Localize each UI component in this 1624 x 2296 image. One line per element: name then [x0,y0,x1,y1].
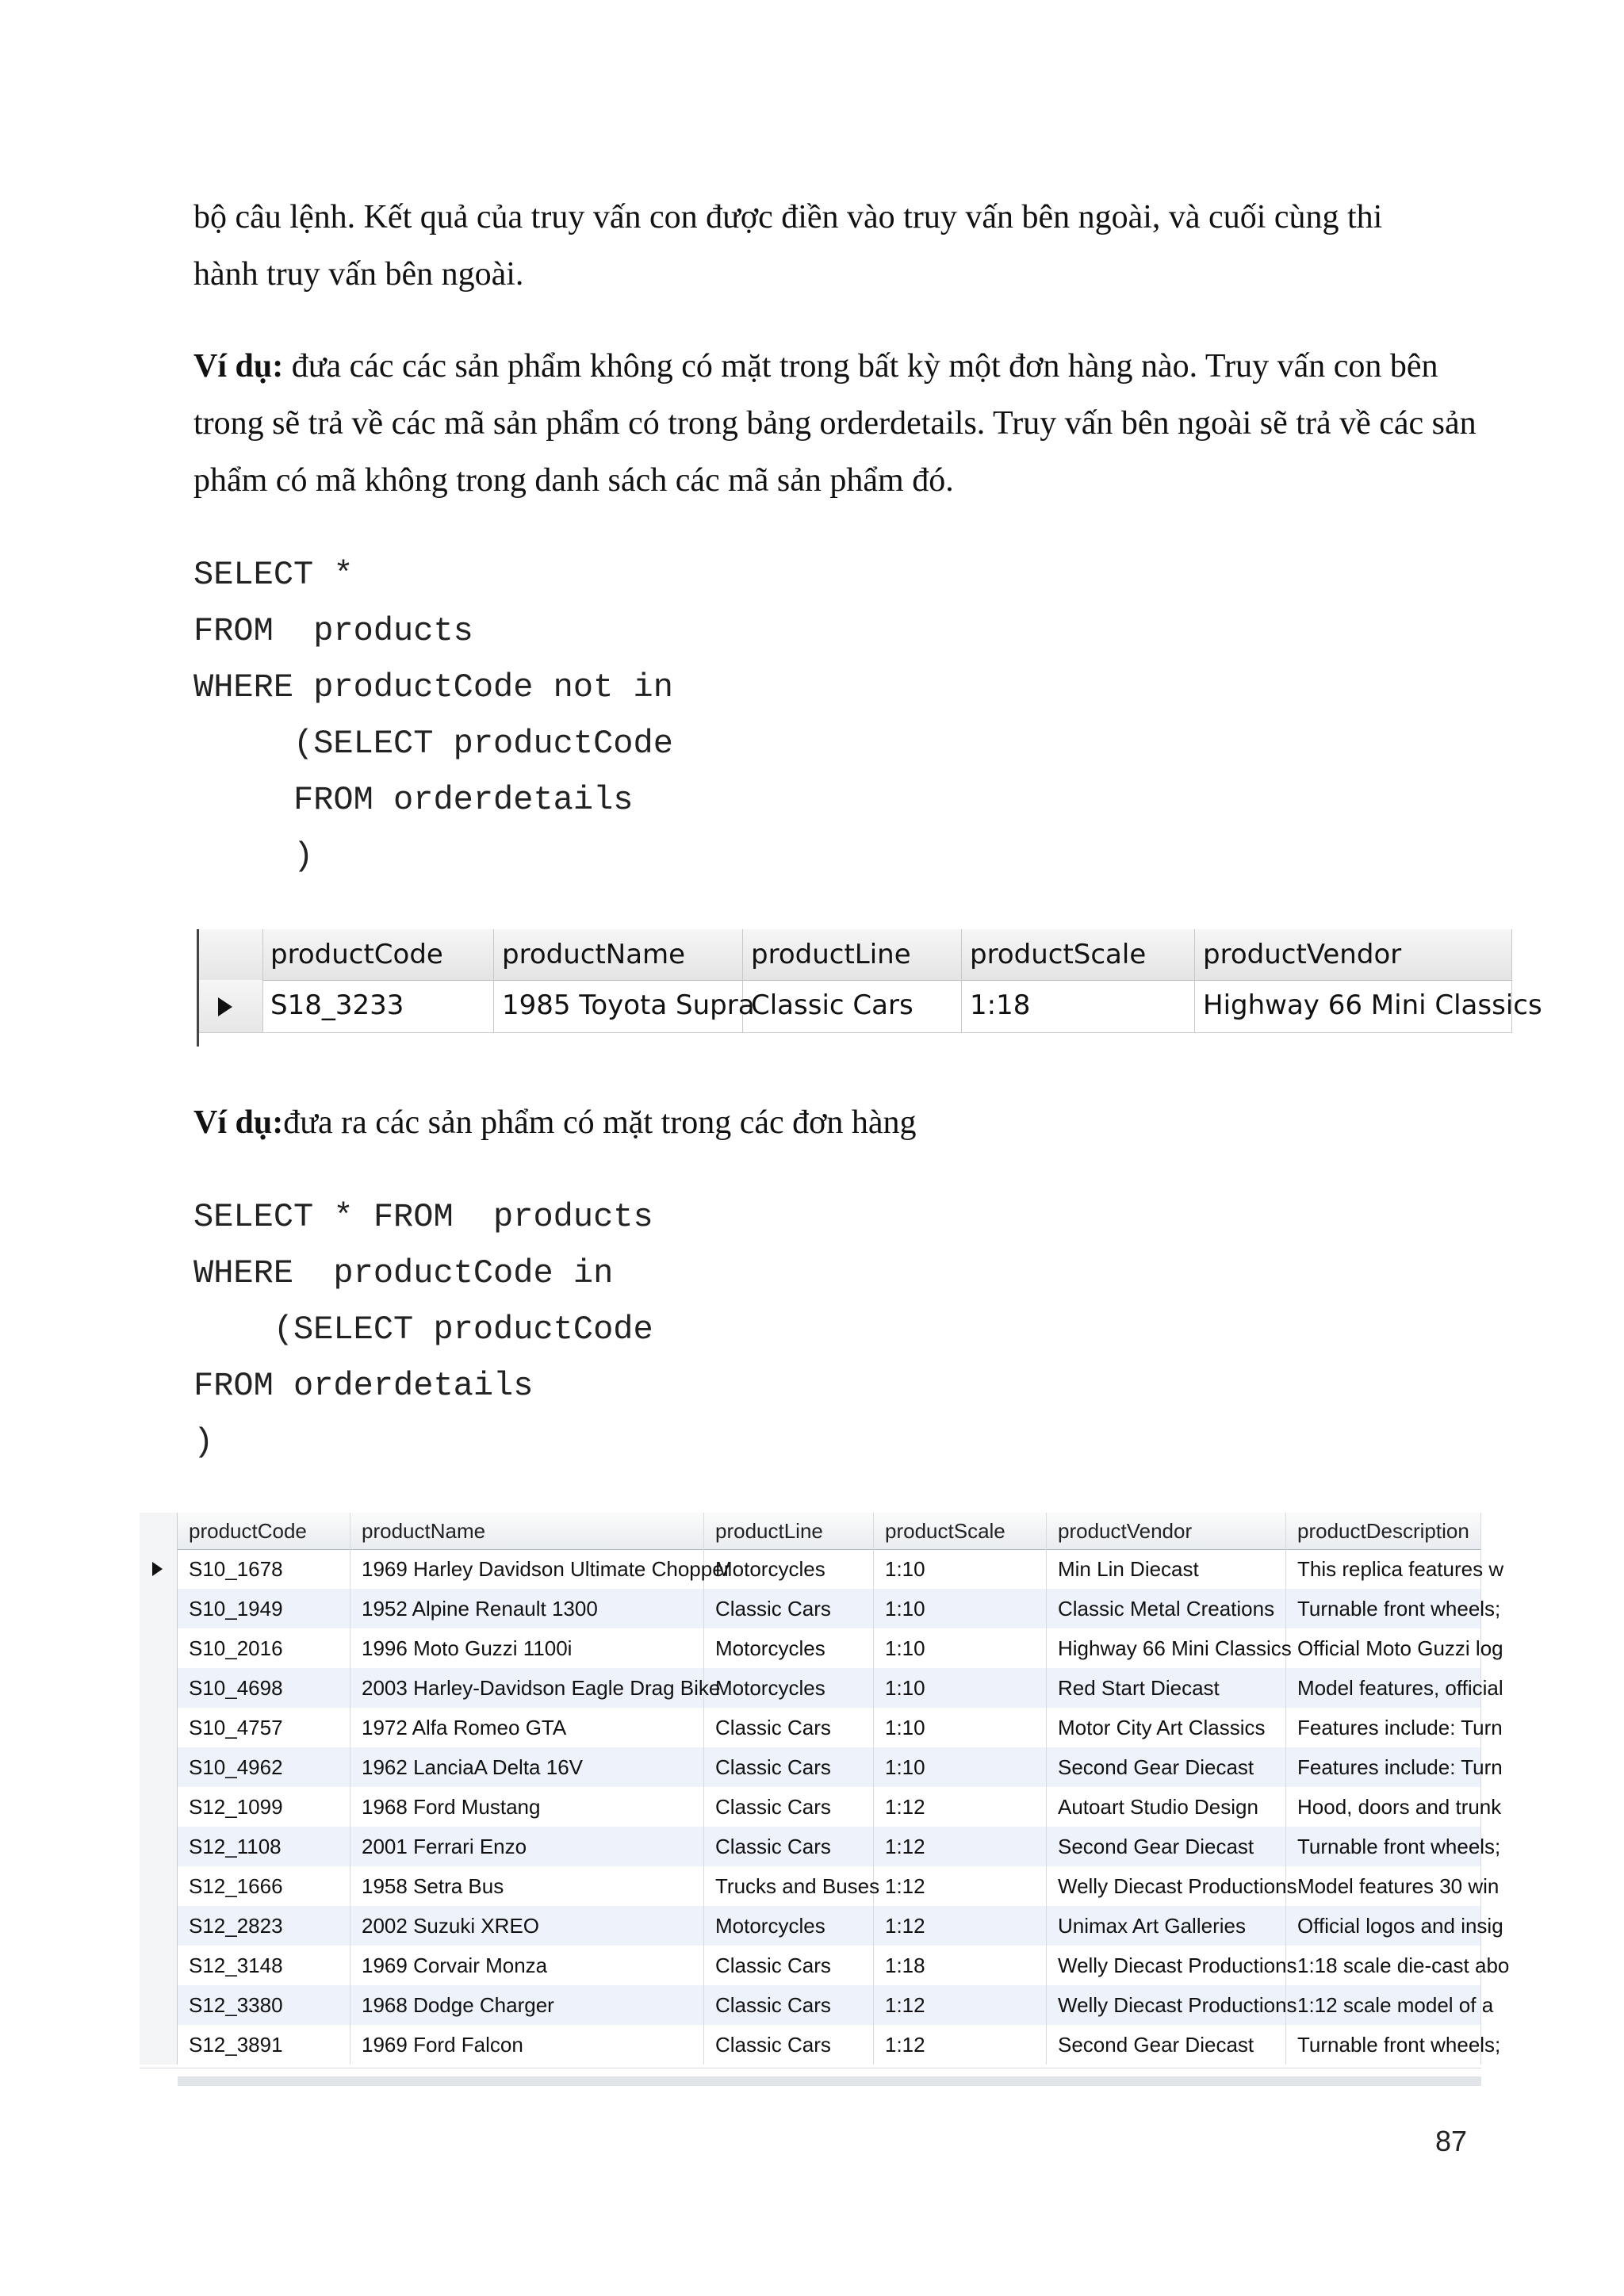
example-2-paragraph [193,1094,1478,1151]
table-cell[interactable]: S10_1678 [178,1549,350,1589]
table-cell[interactable]: Classic Cars [743,980,962,1032]
current-row-arrow-icon [152,1562,163,1576]
table-cell[interactable]: Official Moto Guzzi log [1286,1628,1481,1668]
example-1-label: Ví dụ: [193,348,284,385]
table-cell[interactable]: 1996 Moto Guzzi 1100i [350,1628,704,1668]
row-header-corner [140,1513,178,1549]
table-cell[interactable]: Turnable front wheels; [1286,2025,1481,2064]
table-cell[interactable]: Classic Cars [704,1946,874,1985]
table-cell[interactable]: Second Gear Diecast [1047,1747,1286,1787]
column-header[interactable]: productDescription [1286,1513,1481,1549]
table-cell[interactable]: S12_1666 [178,1866,350,1906]
table-cell[interactable]: Motorcycles [704,1549,874,1589]
table-cell[interactable]: Motorcycles [704,1668,874,1708]
table-cell[interactable]: Classic Cars [704,1827,874,1866]
table-cell[interactable]: Welly Diecast Productions [1047,1946,1286,1985]
table-cell[interactable]: Trucks and Buses [704,1866,874,1906]
table-cell[interactable]: S12_1099 [178,1787,350,1827]
table-row[interactable] [199,980,1542,1033]
column-header[interactable]: productName [350,1513,704,1549]
example-2-label: Ví dụ: [193,1104,284,1141]
table-cell[interactable]: Classic Cars [704,1985,874,2025]
table-row[interactable] [140,1866,1500,1906]
table-cell[interactable]: 1:18 [962,980,1195,1032]
table-cell[interactable]: Classic Cars [704,1787,874,1827]
table-cell[interactable]: Autoart Studio Design [1047,1787,1286,1827]
column-header[interactable]: productVendor [1195,929,1512,980]
table-cell[interactable]: Model features 30 win [1286,1866,1481,1906]
table-cell[interactable]: 1:10 [874,1668,1047,1708]
table-cell[interactable]: 1985 Toyota Supra [494,980,743,1032]
table-row[interactable] [140,1549,1504,1589]
table-cell[interactable]: Welly Diecast Productions [1047,1985,1286,2025]
row-header[interactable] [140,1708,178,1747]
table-row[interactable] [140,1747,1503,1787]
table-cell[interactable]: Features include: Turn [1286,1708,1481,1747]
table-cell[interactable]: S12_3380 [178,1985,350,2025]
table-cell[interactable]: 1:12 [874,1985,1047,2025]
table-cell[interactable]: S10_4698 [178,1668,350,1708]
example-1-paragraph [193,338,1478,509]
result-grid-1-header [199,929,1512,981]
page-number: 87 [1435,2125,1468,2157]
row-header[interactable] [140,1946,178,1985]
table-cell[interactable]: 1:18 [874,1946,1047,1985]
table-cell[interactable]: Unimax Art Galleries [1047,1906,1286,1946]
row-header[interactable] [199,980,263,1032]
column-header[interactable]: productName [494,929,743,980]
table-cell[interactable]: Highway 66 Mini Classics [1195,980,1512,1032]
table-cell[interactable]: 1962 LanciaA Delta 16V [350,1747,704,1787]
table-cell[interactable]: Classic Metal Creations [1047,1589,1286,1628]
row-header[interactable] [140,1787,178,1827]
table-cell[interactable]: Motorcycles [704,1906,874,1946]
table-cell[interactable]: 1:12 [874,2025,1047,2064]
table-cell[interactable]: Classic Cars [704,1708,874,1747]
result-grid-1 [197,929,1542,1047]
table-cell[interactable]: Features include: Turn [1286,1747,1481,1787]
table-cell[interactable]: 1:12 [874,1827,1047,1866]
table-cell[interactable]: 1:12 [874,1906,1047,1946]
table-cell[interactable]: 1958 Setra Bus [350,1866,704,1906]
table-cell[interactable]: Highway 66 Mini Classics [1047,1628,1286,1668]
table-cell[interactable]: 1969 Corvair Monza [350,1946,704,1985]
table-cell[interactable]: S10_1949 [178,1589,350,1628]
table-cell[interactable]: Model features, official [1286,1668,1481,1708]
table-cell[interactable]: Second Gear Diecast [1047,2025,1286,2064]
column-header[interactable]: productLine [704,1513,874,1549]
table-cell[interactable]: 2001 Ferrari Enzo [350,1827,704,1866]
row-header[interactable] [140,1628,178,1668]
table-cell[interactable]: S10_4962 [178,1747,350,1787]
table-cell[interactable]: 2003 Harley-Davidson Eagle Drag Bike [350,1668,704,1708]
table-cell[interactable]: S18_3233 [262,980,494,1032]
table-row[interactable] [140,1787,1502,1827]
row-header[interactable] [140,1866,178,1906]
row-header[interactable] [140,1668,178,1708]
table-cell[interactable]: S12_3148 [178,1946,350,1985]
example-2-code: SELECT * FROM products WHERE productCode in (SELECT productCode FROM orderdetails ) [193,1198,653,1461]
table-cell[interactable]: Turnable front wheels; [1286,1589,1481,1628]
table-cell[interactable]: 1:10 [874,1747,1047,1787]
table-row[interactable] [140,1628,1503,1668]
table-cell[interactable]: 1:18 scale die-cast abo [1286,1946,1481,1985]
table-cell[interactable]: Motor City Art Classics [1047,1708,1286,1747]
table-cell[interactable]: S10_4757 [178,1708,350,1747]
table-cell[interactable]: S10_2016 [178,1628,350,1668]
table-row[interactable] [140,1906,1503,1946]
result-grid-2-header [140,1513,1481,1550]
table-cell[interactable]: S12_3891 [178,2025,350,2064]
example-1-code: SELECT * FROM products WHERE productCode not in (SELECT productCode FROM orderdetails ) [193,556,673,875]
column-header[interactable]: productScale [874,1513,1047,1549]
table-cell[interactable]: 1:10 [874,1628,1047,1668]
table-cell[interactable]: Classic Cars [704,1747,874,1787]
table-cell[interactable]: 2002 Suzuki XREO [350,1906,704,1946]
table-cell[interactable]: 1969 Ford Falcon [350,2025,704,2064]
table-cell[interactable]: This replica features w [1286,1549,1481,1589]
row-header[interactable] [140,1827,178,1866]
table-cell[interactable]: 1:12 [874,1787,1047,1827]
table-row[interactable] [140,1668,1503,1708]
result-grid-2 [140,1513,1510,2085]
table-row[interactable] [140,1589,1501,1628]
table-cell[interactable]: 1968 Ford Mustang [350,1787,704,1827]
table-row[interactable] [140,1985,1494,2025]
row-header[interactable] [140,1985,178,2025]
example-2-text: đưa ra các sản phẩm có mặt trong các đơn hàng [283,1104,917,1141]
table-row[interactable] [140,1708,1503,1747]
intro-line-1: bộ câu lệnh. Kết quả của truy vấn con được điền vào truy vấn bên ngoài, và cuối cùng thi [193,199,1383,235]
table-row[interactable] [140,1827,1501,1866]
table-cell[interactable]: Min Lin Diecast [1047,1549,1286,1589]
row-header[interactable] [140,1589,178,1628]
column-header[interactable]: productCode [178,1513,350,1549]
table-cell[interactable]: Turnable front wheels; [1286,1827,1481,1866]
horizontal-scrollbar[interactable] [178,2076,1481,2086]
table-cell[interactable]: 1969 Harley Davidson Ultimate Chopper [350,1549,704,1589]
table-cell[interactable]: Official logos and insig [1286,1906,1481,1946]
table-cell[interactable]: S12_2823 [178,1906,350,1946]
table-cell[interactable]: Red Start Diecast [1047,1668,1286,1708]
column-header[interactable]: productCode [262,929,494,980]
table-cell[interactable]: 1:12 scale model of a [1286,1985,1481,2025]
current-row-arrow-icon [218,997,232,1016]
intro-line-2: hành truy vấn bên ngoài. [193,256,524,293]
example-1-text: đưa các các sản phẩm không có mặt trong bất kỳ một đơn hàng nào. Truy vấn con bên trong sẽ trả về các mã sản phẩm có trong bảng orderdetails. Truy vấn bên ngoài sẽ trả về các sản phẩm có mã không trong danh sách các mã sản phẩm đó. [193,348,1477,499]
table-cell[interactable]: Second Gear Diecast [1047,1827,1286,1866]
table-cell[interactable]: S12_1108 [178,1827,350,1866]
clipped-table-row [140,2068,1481,2086]
column-header[interactable]: productVendor [1047,1513,1286,1549]
table-cell[interactable]: 1:12 [874,1866,1047,1906]
row-header-corner [199,929,263,980]
table-cell[interactable]: Classic Cars [704,2025,874,2064]
column-header[interactable]: productScale [962,929,1195,980]
table-row[interactable] [140,1946,1510,1985]
row-header[interactable] [140,2025,178,2064]
table-cell[interactable]: 1:10 [874,1708,1047,1747]
table-cell[interactable]: 1952 Alpine Renault 1300 [350,1589,704,1628]
table-cell[interactable]: Motorcycles [704,1628,874,1668]
table-cell[interactable]: 1:10 [874,1549,1047,1589]
table-cell[interactable]: 1:10 [874,1589,1047,1628]
column-header[interactable]: productLine [743,929,962,980]
table-cell[interactable]: Welly Diecast Productions [1047,1866,1286,1906]
table-row[interactable] [140,2025,1501,2064]
row-header[interactable] [140,1549,178,1589]
row-header[interactable] [140,1906,178,1946]
row-header[interactable] [140,1747,178,1787]
table-cell[interactable]: 1972 Alfa Romeo GTA [350,1708,704,1747]
table-cell[interactable]: 1968 Dodge Charger [350,1985,704,2025]
table-cell[interactable]: Hood, doors and trunk [1286,1787,1481,1827]
table-cell[interactable]: Classic Cars [704,1589,874,1628]
